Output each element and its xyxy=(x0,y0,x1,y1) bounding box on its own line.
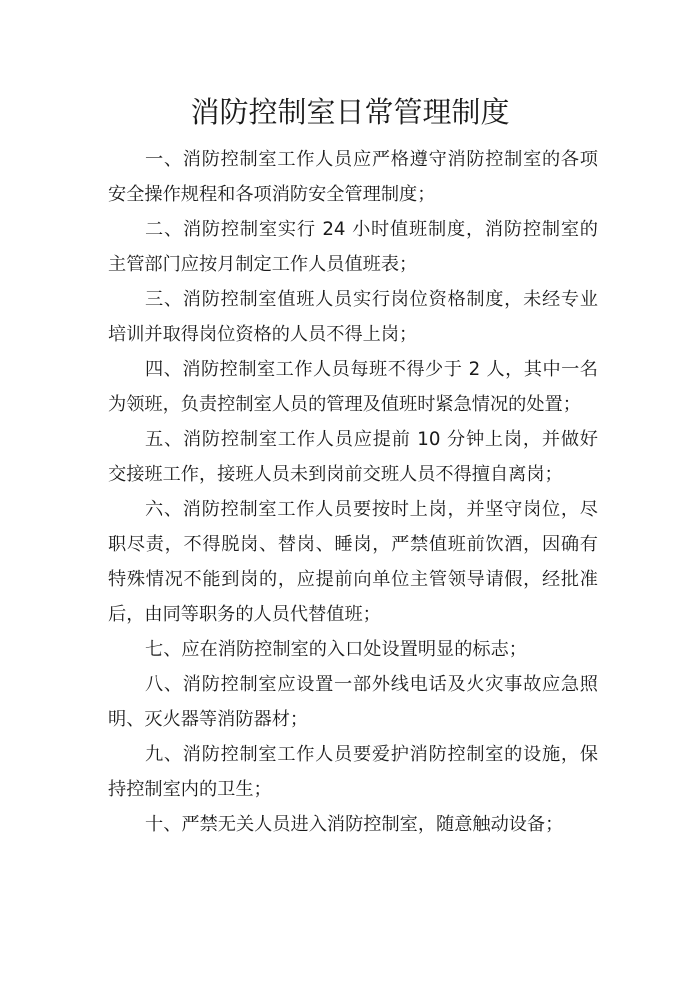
document-title: 消防控制室日常管理制度 xyxy=(190,95,510,129)
regulation-item-10: 十、严禁无关人员进入消防控制室，随意触动设备； xyxy=(145,814,564,835)
regulation-item-6: 六、消防控制室工作人员要按时上岗，并坚守岗位，尽职尽责，不得脱岗、替岗、睡岗，严禁值班前饮酒，因确有特殊情况不能到岗的，应提前向单位主管领导请假，经批准后，由同等职务的人员代替值班； xyxy=(108,499,598,625)
regulation-item-7: 七、应在消防控制室的入口处设置明显的标志； xyxy=(145,639,527,660)
regulation-item-4: 四、消防控制室工作人员每班不得少于 2 人，其中一名为领班，负责控制室人员的管理及值班时紧急情况的处置； xyxy=(108,359,598,415)
regulation-item-5: 五、消防控制室工作人员应提前 10 分钟上岗，并做好交接班工作，接班人员未到岗前交班人员不得擅自离岗； xyxy=(108,429,598,485)
regulation-item-8: 八、消防控制室应设置一部外线电话及火灾事故应急照明、灭火器等消防器材； xyxy=(108,674,598,730)
regulation-item-1: 一、消防控制室工作人员应严格遵守消防控制室的各项安全操作规程和各项消防安全管理制度； xyxy=(108,149,598,205)
document-body xyxy=(108,142,598,842)
regulation-item-9: 九、消防控制室工作人员要爱护消防控制室的设施，保持控制室内的卫生； xyxy=(108,744,598,800)
regulation-item-3: 三、消防控制室值班人员实行岗位资格制度，未经专业培训并取得岗位资格的人员不得上岗； xyxy=(108,289,598,345)
regulation-item-2: 二、消防控制室实行 24 小时值班制度，消防控制室的主管部门应按月制定工作人员值班表； xyxy=(108,219,598,275)
